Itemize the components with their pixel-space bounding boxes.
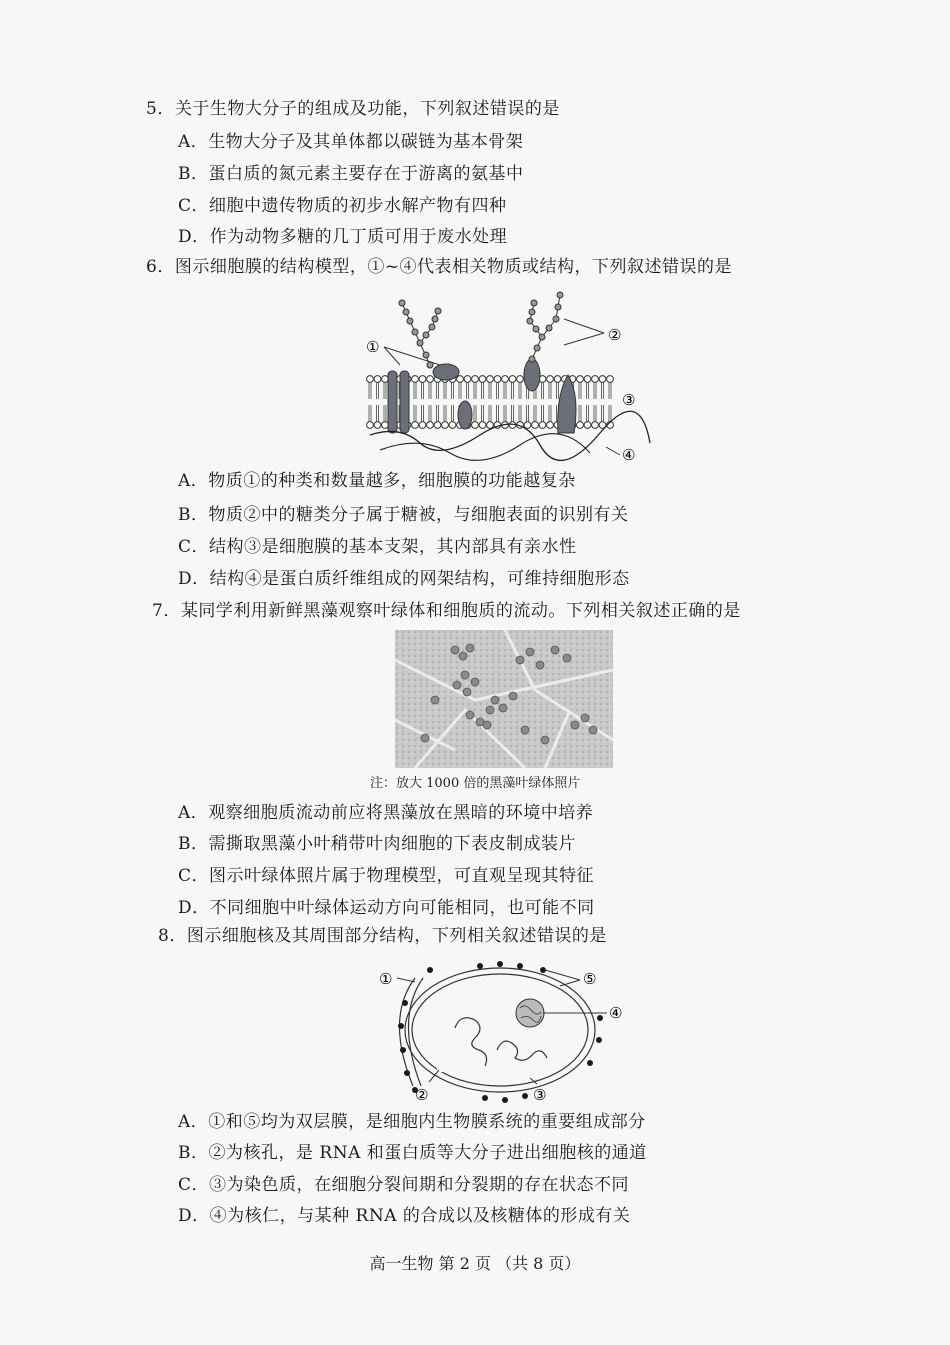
chloroplast-photo <box>395 630 613 768</box>
nucleus-label-3: ③ <box>533 1086 547 1103</box>
question-6-option-b: B．物质②中的糖类分子属于糖被，与细胞表面的识别有关 <box>178 505 629 525</box>
question-5-stem: 5．关于生物大分子的组成及功能，下列叙述错误的是 <box>146 99 560 119</box>
question-5-option-a: A．生物大分子及其单体都以碳链为基本骨架 <box>178 132 524 152</box>
question-8-option-a: A．①和⑤均为双层膜，是细胞内生物膜系统的重要组成部分 <box>178 1112 646 1132</box>
question-7-stem: 7．某同学利用新鲜黑藻观察叶绿体和细胞质的流动。下列相关叙述正确的是 <box>152 601 741 621</box>
nucleus-label-5: ⑤ <box>583 970 597 988</box>
membrane-label-4: ④ <box>622 446 636 464</box>
question-5-option-c: C．细胞中遗传物质的初步水解产物有四种 <box>178 196 507 216</box>
membrane-label-1: ① <box>366 338 380 356</box>
question-7-option-b: B．需撕取黑藻小叶稍带叶肉细胞的下表皮制成装片 <box>178 834 576 854</box>
question-6-option-a: A．物质①的种类和数量越多，细胞膜的功能越复杂 <box>178 471 576 491</box>
nucleus-label-2: ② <box>415 1086 429 1103</box>
nucleus-label-4: ④ <box>609 1004 623 1022</box>
membrane-label-2: ② <box>608 326 622 344</box>
question-7-option-c: C．图示叶绿体照片属于物理模型，可直观呈现其特征 <box>178 866 595 886</box>
question-8-option-b: B．②为核孔，是 RNA 和蛋白质等大分子进出细胞核的通道 <box>178 1143 647 1163</box>
question-8-option-c: C．③为染色质，在细胞分裂间期和分裂期的存在状态不同 <box>178 1175 630 1195</box>
chloroplast-photo-caption: 注：放大 1000 倍的黑藻叶绿体照片 <box>370 776 581 791</box>
cell-membrane-diagram <box>360 285 660 465</box>
nucleus-label-1: ① <box>379 970 393 988</box>
question-6-stem: 6．图示细胞膜的结构模型，①~④代表相关物质或结构，下列叙述错误的是 <box>146 257 733 277</box>
question-8-option-d: D．④为核仁，与某种 RNA 的合成以及核糖体的形成有关 <box>178 1206 631 1226</box>
question-7-option-a: A．观察细胞质流动前应将黑藻放在黑暗的环境中培养 <box>178 803 594 823</box>
nucleus-diagram <box>375 958 635 1103</box>
question-6-option-d: D．结构④是蛋白质纤维组成的网架结构，可维持细胞形态 <box>178 569 630 589</box>
question-8-stem: 8．图示细胞核及其周围部分结构，下列相关叙述错误的是 <box>158 926 607 946</box>
question-7-option-d: D．不同细胞中叶绿体运动方向可能相同，也可能不同 <box>178 898 595 918</box>
question-6-option-c: C．结构③是细胞膜的基本支架，其内部具有亲水性 <box>178 537 577 557</box>
question-5-option-b: B．蛋白质的氮元素主要存在于游离的氨基中 <box>178 164 524 184</box>
page-footer: 高一生物 第 2 页 （共 8 页） <box>369 1254 581 1273</box>
membrane-label-3: ③ <box>622 391 636 409</box>
question-5-option-d: D．作为动物多糖的几丁质可用于废水处理 <box>178 227 508 247</box>
